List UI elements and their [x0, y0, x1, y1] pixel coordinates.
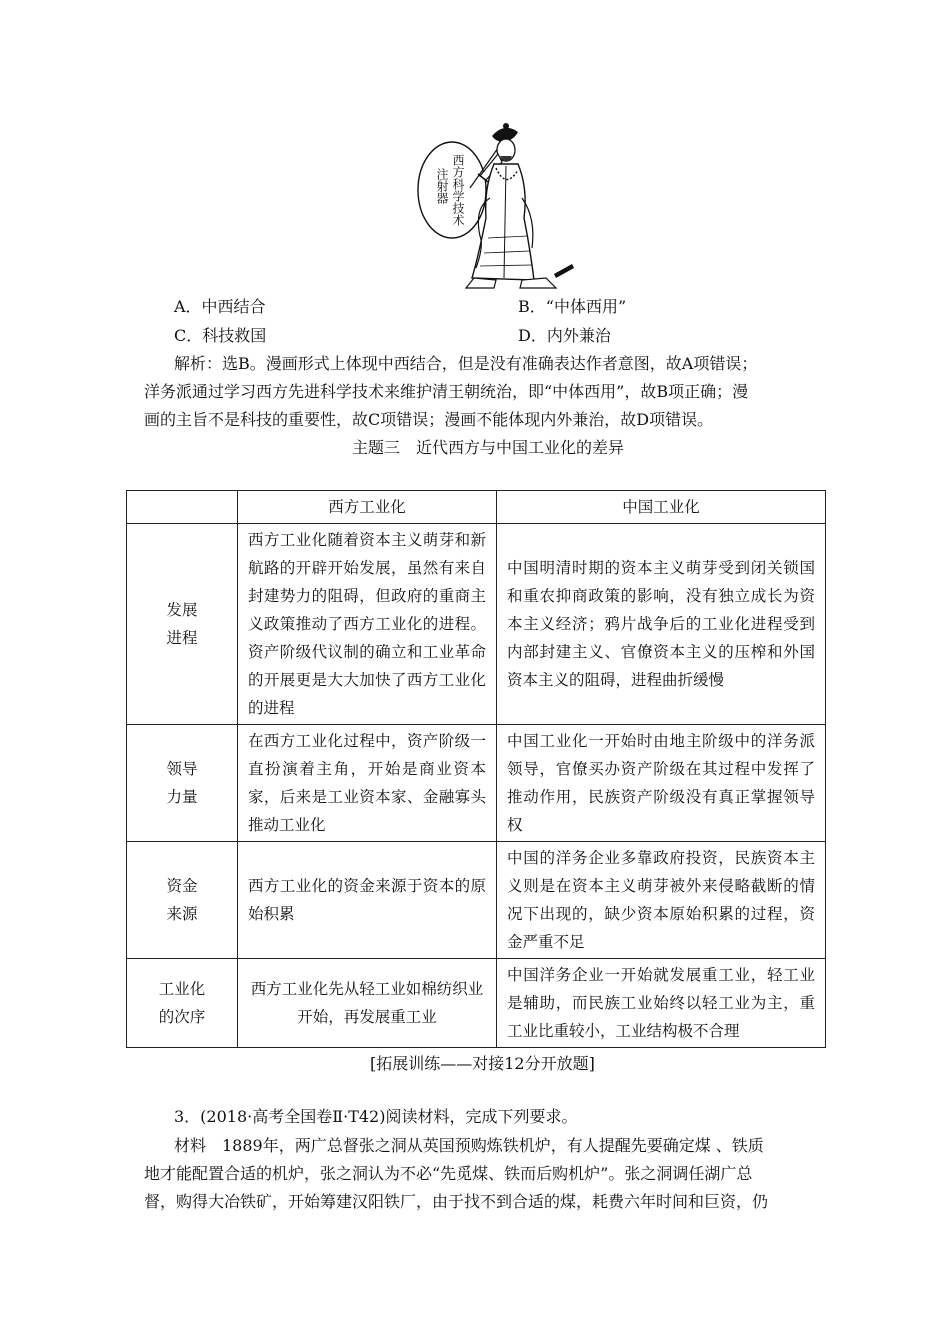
cartoon-illustration: [414, 118, 584, 292]
china-cell: 中国工业化一开始时由地主阶级中的洋务派领导，官僚买办资产阶级在其过程中发挥了推动作用，民族资产阶级没有真正掌握领导权: [497, 725, 826, 842]
section-title: 主题三 近代西方与中国工业化的差异: [352, 438, 625, 457]
table-row: [127, 524, 826, 725]
table-row: [127, 842, 826, 959]
row-label: [127, 524, 238, 725]
row-label-line: 领导: [166, 760, 198, 778]
row-label-line: 进程: [166, 629, 198, 647]
option-b: B．“中体西用”: [518, 297, 627, 316]
row-label-line: 发展: [166, 601, 198, 619]
row-label: [127, 959, 238, 1048]
west-cell: 西方工业化的资金来源于资本的原始积累: [238, 842, 497, 959]
analysis-line: 解析：选B。漫画形式上体现中西结合，但是没有准确表达作者意图，故A项错误；: [174, 354, 758, 373]
table-row: [127, 959, 826, 1048]
table-header-empty: [127, 491, 238, 524]
row-label: [127, 725, 238, 842]
china-cell: 中国明清时期的资本主义萌芽受到闭关锁国和重农抑商政策的影响，没有独立成长为资本主义经济；鸦片战争后的工业化进程受到内部封建主义、官僚资本主义的压榨和外国资本主义的阻碍，进程曲折缓慢: [497, 524, 826, 725]
analysis-line: 洋务派通过学习西方先进科学技术来维护清王朝统治，即“中体西用”，故B项正确；漫: [144, 382, 749, 401]
question-line: 督，购得大冶铁矿，开始筹建汉阳铁厂，由于找不到合适的煤，耗费六年时间和巨资，仍: [144, 1192, 769, 1211]
option-c: C．科技救国: [174, 326, 267, 345]
cartoon-label-line1: 西方科学技术: [451, 154, 465, 226]
table-header-china: 中国工业化: [497, 491, 826, 524]
cartoon-label-line2: 注射器: [435, 168, 449, 204]
row-label: [127, 842, 238, 959]
table-header-row: [127, 491, 826, 524]
west-cell: 在西方工业化过程中，资产阶级一直扮演着主角，开始是商业资本家，后来是工业资本家、金融寡头推动工业化: [238, 725, 497, 842]
row-label-line: 力量: [166, 788, 198, 806]
option-d: D．内外兼治: [518, 326, 611, 345]
row-label-line: 工业化: [158, 980, 206, 998]
question-line: 地才能配置合适的机炉，张之洞认为不必“先觅煤、铁而后购机炉”。张之洞调任湖广总: [144, 1164, 753, 1183]
table-row: [127, 725, 826, 842]
china-cell: 中国洋务企业一开始就发展重工业，轻工业是辅助，而民族工业始终以轻工业为主，重工业比重较小，工业结构极不合理: [497, 959, 826, 1048]
analysis-line: 画的主旨不是科技的重要性，故C项错误；漫画不能体现内外兼治，故D项错误。: [144, 410, 714, 429]
question-line: 材料 1889年，两广总督张之洞从英国预购炼铁机炉，有人提醒先要确定煤 、铁质: [174, 1136, 764, 1155]
west-cell: 西方工业化随着资本主义萌芽和新航路的开辟开始发展，虽然有来自封建势力的阻碍，但政府的重商主义政策推动了西方工业化的进程。资产阶级代议制的确立和工业革命的开展更是大大加快了西方工业化的进程: [238, 524, 497, 725]
question-line: 3．(2018·高考全国卷Ⅱ·T42)阅读材料，完成下列要求。: [174, 1107, 578, 1126]
west-cell: 西方工业化先从轻工业如棉纺织业开始，再发展重工业: [238, 959, 497, 1048]
comparison-table: [126, 490, 826, 1048]
row-label-line: 的次序: [158, 1008, 206, 1026]
training-title: [拓展训练——对接12分开放题]: [370, 1054, 595, 1073]
table-header-west: 西方工业化: [238, 491, 497, 524]
china-cell: 中国的洋务企业多靠政府投资，民族资本主义则是在资本主义萌芽被外来侵略截断的情况下出现的，缺少资本原始积累的过程，资金严重不足: [497, 842, 826, 959]
row-label-line: 来源: [166, 905, 198, 923]
row-label-line: 资金: [166, 877, 198, 895]
option-a: A．中西结合: [174, 297, 266, 316]
